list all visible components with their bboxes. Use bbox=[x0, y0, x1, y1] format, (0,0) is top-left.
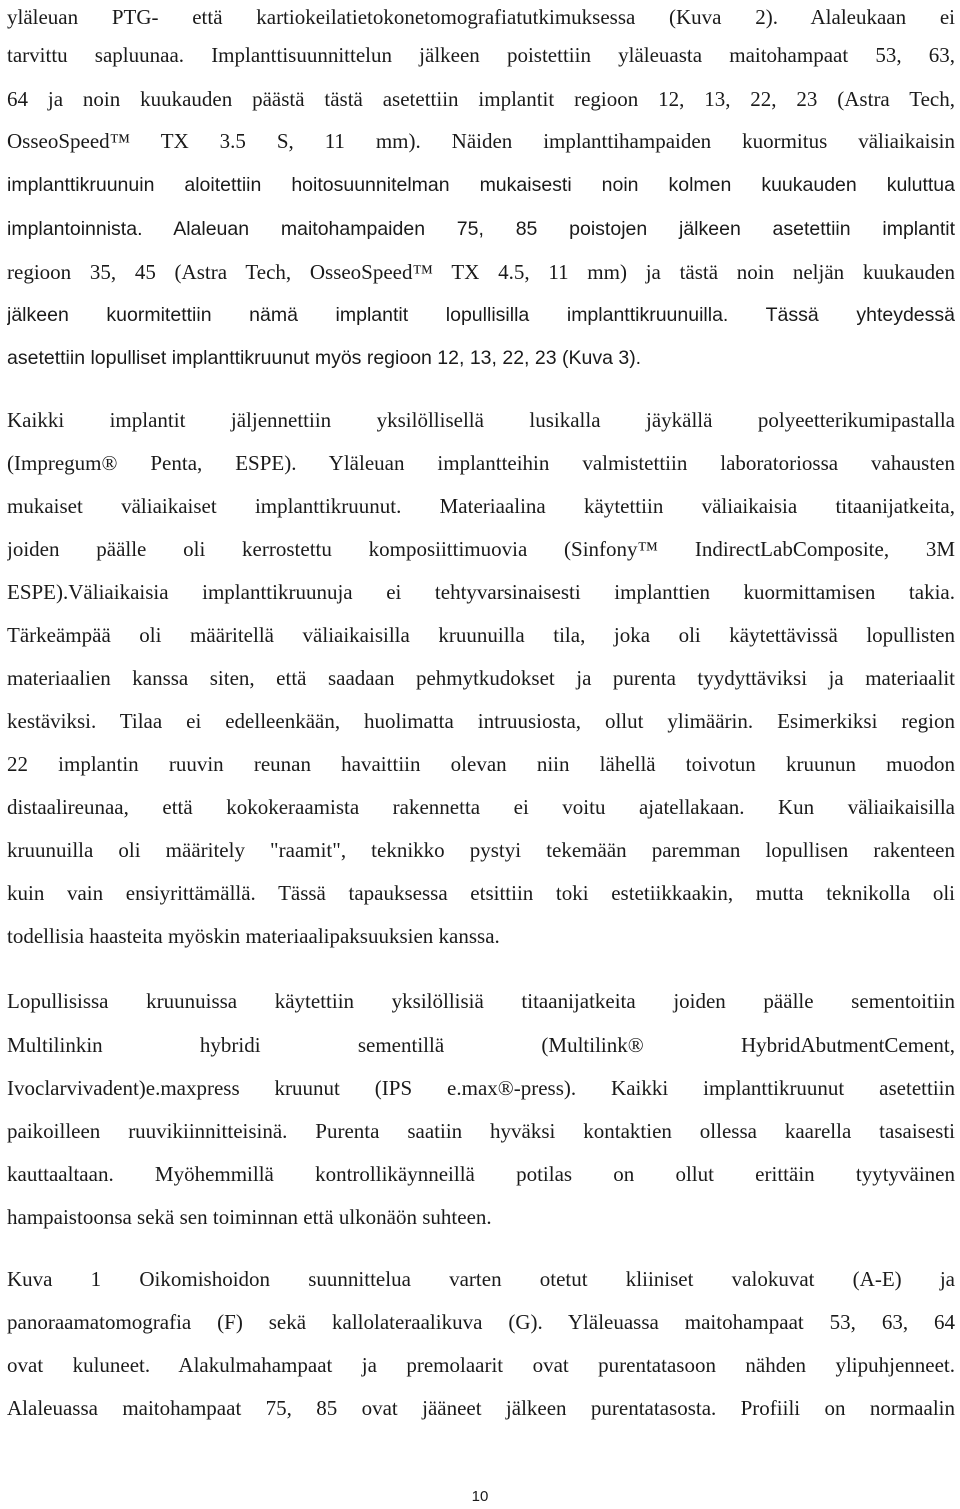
text-line: tarvittu sapluunaa. Implanttisuunnittelun jälkeen poistettiin yläleuasta maitohampaat 53, 63, bbox=[7, 43, 955, 67]
text-line: Multilinkin hybridi sementillä (Multilink® HybridAbutmentCement, bbox=[7, 1033, 955, 1057]
text-line: kestäviksi. Tilaa ei edelleenkään, huolimatta intruusiosta, ollut ylimäärin. Esimerkiksi region bbox=[7, 709, 955, 733]
text-line: ESPE).Väliaikaisia implanttikruunuja ei tehtyvarsinaisesti implanttien kuormittamisen takia. bbox=[7, 580, 955, 604]
text-line: todellisia haasteita myöskin materiaalipaksuuksien kanssa. bbox=[7, 924, 500, 948]
text-line: panoraamatomografia (F) sekä kallolateraalikuva (G). Yläleuassa maitohampaat 53, 63, 64 bbox=[7, 1310, 955, 1334]
text-line: Lopullisissa kruunuissa käytettiin yksilöllisiä titaanijatkeita joiden päälle sementoitiin bbox=[7, 989, 955, 1013]
text-line: Kuva 1 Oikomishoidon suunnittelua varten otetut kliiniset valokuvat (A-E) ja bbox=[7, 1267, 955, 1291]
text-line: jälkeen kuormitettiin nämä implantit lopullisilla implanttikruunuilla. Tässä yhteydessä bbox=[7, 304, 955, 326]
text-line: Ivoclarvivadent)e.maxpress kruunut (IPS e.max®-press). Kaikki implanttikruunut asetettiin bbox=[7, 1076, 955, 1100]
text-line: paikoilleen ruuvikiinnitteisinä. Purenta saatiin hyväksi kontaktien ollessa kaarella tasaisesti bbox=[7, 1119, 955, 1143]
text-line: materiaalien kanssa siten, että saadaan pehmytkudokset ja purenta tyydyttäviksi ja materiaalit bbox=[7, 666, 955, 690]
page-number: 10 bbox=[471, 1488, 489, 1505]
text-line: kauttaaltaan. Myöhemmillä kontrollikäynneillä potilas on ollut erittäin tyytyväinen bbox=[7, 1162, 955, 1186]
text-line: ovat kuluneet. Alakulmahampaat ja premolaarit ovat purentatasoon nähden ylipuhjenneet. bbox=[7, 1353, 955, 1377]
text-line: kruunuilla oli määritely "raamit", teknikko pystyi tekemään paremman lopullisen rakenteen bbox=[7, 838, 955, 862]
text-line: (Impregum® Penta, ESPE). Yläleuan implantteihin valmistettiin laboratoriossa vahausten bbox=[7, 451, 955, 475]
text-line: Alaleuassa maitohampaat 75, 85 ovat jääneet jälkeen purentatasosta. Profiili on normaalin bbox=[7, 1396, 955, 1420]
text-line: Tärkeämpää oli määritellä väliaikaisilla kruunuilla tila, joka oli käytettävissä lopullisten bbox=[7, 623, 955, 647]
text-line: mukaiset väliaikaiset implanttikruunut. Materiaalina käytettiin väliaikaisia titaanijatkeita, bbox=[7, 494, 955, 518]
text-line: asetettiin lopulliset implanttikruunut myös regioon 12, 13, 22, 23 (Kuva 3). bbox=[7, 347, 642, 369]
text-line: hampaistoonsa sekä sen toiminnan että ulkonäön suhteen. bbox=[7, 1205, 492, 1229]
text-line: implanttikruunuin aloitettiin hoitosuunnitelman mukaisesti noin kolmen kuukauden kuluttua bbox=[7, 174, 955, 196]
text-line: kuin vain ensiyrittämällä. Tässä tapauksessa etsittiin toki estetiikkaakin, mutta teknikolla oli bbox=[7, 881, 955, 905]
text-line: regioon 35, 45 (Astra Tech, OsseoSpeed™ TX 4.5, 11 mm) ja tästä noin neljän kuukauden bbox=[7, 260, 955, 284]
text-line: Kaikki implantit jäljennettiin yksilöllisellä lusikalla jäykällä polyeetterikumipastalla bbox=[7, 408, 955, 432]
text-line: 22 implantin ruuvin reunan havaittiin olevan niin lähellä toivotun kruunun muodon bbox=[7, 752, 955, 776]
text-line: implantoinnista. Alaleuan maitohampaiden 75, 85 poistojen jälkeen asetettiin implantit bbox=[7, 218, 955, 240]
text-line: distaalireunaa, että kokokeraamista rakennetta ei voitu ajatellakaan. Kun väliaikaisilla bbox=[7, 795, 955, 819]
text-line: yläleuan PTG- että kartiokeilatietokonetomografiatutkimuksessa (Kuva 2). Alaleukaan ei bbox=[7, 5, 955, 29]
text-line: OsseoSpeed™ TX 3.5 S, 11 mm). Näiden implanttihampaiden kuormitus väliaikaisin bbox=[7, 129, 955, 153]
text-line: joiden päälle oli kerrostettu komposiittimuovia (Sinfony™ IndirectLabComposite, 3M bbox=[7, 537, 955, 561]
text-line: 64 ja noin kuukauden päästä tästä asetettiin implantit regioon 12, 13, 22, 23 (Astra Tech, bbox=[7, 87, 955, 111]
